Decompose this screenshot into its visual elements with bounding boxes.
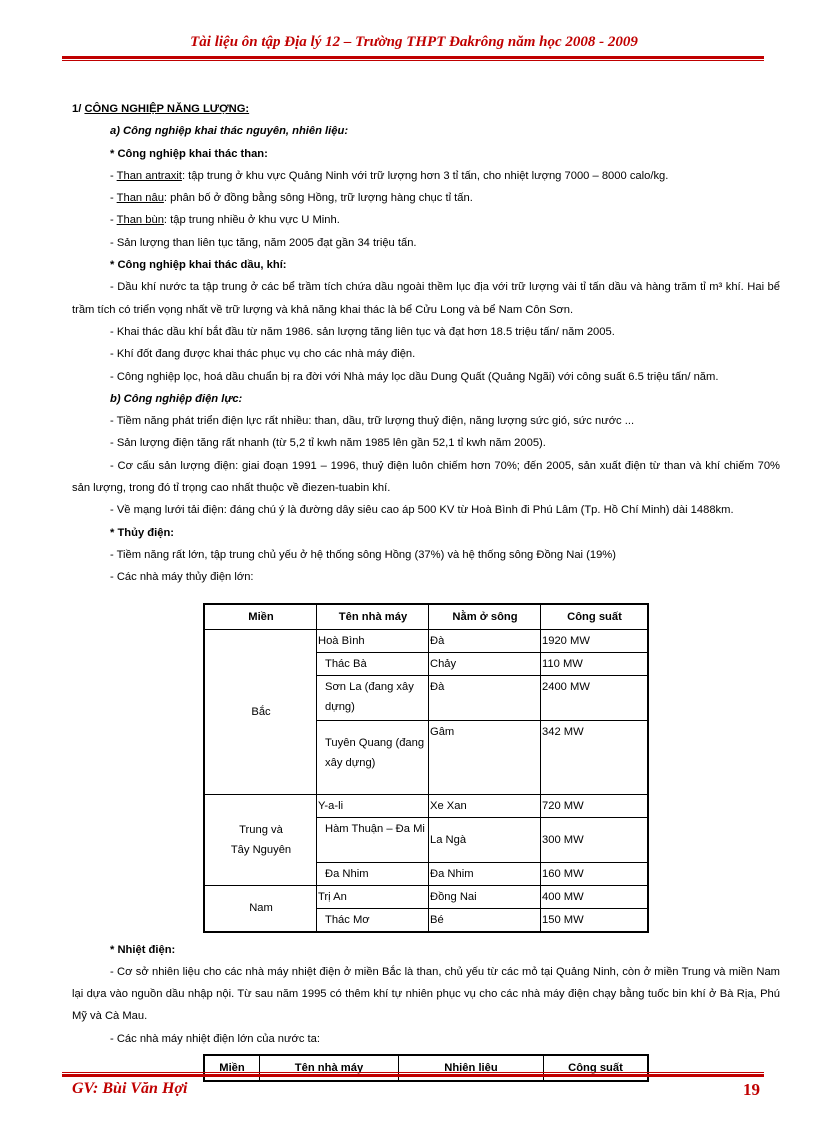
electric-item: - Sản lượng điện tăng rất nhanh (từ 5,2 tỉ kwh năm 1985 lên gần 52,1 tỉ kwh năm 2005). <box>110 437 546 450</box>
capacity: 342 MW <box>541 720 649 794</box>
capacity: 720 MW <box>541 794 649 817</box>
header-rule <box>62 56 764 61</box>
plant-name: Đa Nhim <box>317 862 429 885</box>
oil-item: - Khí đốt đang được khai thác phục vụ cho các nhà máy điện. <box>110 348 416 361</box>
plant-name: Sơn La (đang xây dựng) <box>317 675 429 720</box>
coal-item: - Sản lượng than liên tục tăng, năm 2005 đạt gần 34 triệu tấn. <box>110 236 417 249</box>
river-name: Gâm <box>429 720 541 794</box>
oil-item: - Dầu khí nước ta tập trung ở các bể trầm tích chứa dầu ngoài thềm lục địa với trữ lượng vài tỉ tấn dầu và hàng trăm tỉ m³ khí. Hai bể trầm tích có triển vọng nhất về trữ lượng và khả năng khai thác là bể Cửu Long và bể Nam Côn Sơn. <box>72 281 780 316</box>
table-row <box>204 885 648 908</box>
capacity: 2400 MW <box>541 675 649 720</box>
region-cell: Bắc <box>204 629 317 794</box>
oil-title: * Công nghiệp khai thác dầu, khí: <box>110 259 287 272</box>
plant-name: Trị An <box>317 885 429 908</box>
table-header: Nhiên liệu <box>399 1055 544 1081</box>
table-row <box>204 794 648 817</box>
oil-item: - Công nghiệp lọc, hoá dầu chuẩn bị ra đời với Nhà máy lọc dầu Dung Quất (Quảng Ngãi) với công suất 6.5 triệu tấn/ năm. <box>110 370 719 383</box>
electric-item: - Về mạng lưới tải điện: đáng chú ý là đường dây siêu cao áp 500 KV từ Hoà Bình đi Phú Lâm (Tp. Hồ Chí Minh) dài 1488km. <box>110 504 734 517</box>
thermal-item: - Các nhà máy nhiệt điện lớn của nước ta: <box>110 1032 320 1045</box>
capacity: 160 MW <box>541 862 649 885</box>
region-cell: Trung và Tây Nguyên <box>204 794 317 885</box>
hydro-title: * Thủy điện: <box>110 526 175 539</box>
coal-item: - Than bùn: tập trung nhiều ở khu vực U Minh. <box>110 214 340 227</box>
section-heading: 1/ CÔNG NGHIỆP NĂNG LƯỢNG: <box>72 103 250 115</box>
thermal-item: - Cơ sở nhiên liệu cho các nhà máy nhiệt điện ở miền Bắc là than, chủ yếu từ các mỏ tại Quảng Ninh, còn ở miền Trung và miền Nam lại dựa vào nguồn dầu nhập nội. Từ sau năm 1995 có thêm khí tự nhiên phục vụ cho các nhà máy điện chạy bằng tuốc bin khí ở Bà Rịa, Phú Mỹ và Cà Mau. <box>72 965 780 1023</box>
coal-item: - Than nâu: phân bố ở đồng bằng sông Hồng, trữ lượng hàng chục tỉ tấn. <box>110 192 473 205</box>
hydro-plants-table <box>203 603 649 933</box>
river-name: Bé <box>429 908 541 932</box>
plant-name: Tuyên Quang (đang xây dựng) <box>317 720 429 794</box>
oil-item: - Khai thác dầu khí bắt đầu từ năm 1986. sản lượng tăng liên tục và đạt hơn 18.5 triệu tấn/ năm 2005. <box>110 325 615 338</box>
plant-name: Hoà Bình <box>317 629 429 652</box>
capacity: 110 MW <box>541 652 649 675</box>
river-name: Đà <box>429 629 541 652</box>
table-header: Miền <box>204 604 317 630</box>
table-header: Tên nhà máy <box>260 1055 399 1081</box>
footer-author: GV: Bùi Văn Hợi <box>72 1080 188 1097</box>
plant-name: Thác Bà <box>317 652 429 675</box>
plant-name: Y-a-li <box>317 794 429 817</box>
table-row <box>204 629 648 652</box>
river-name: Chảy <box>429 652 541 675</box>
footer-rule <box>62 1072 764 1077</box>
thermal-plants-table <box>203 1054 649 1082</box>
coal-item: - Than antraxit: tập trung ở khu vực Quảng Ninh với trữ lượng hơn 3 tỉ tấn, cho nhiệt lượng 7000 – 8000 calo/kg. <box>110 169 669 182</box>
capacity: 1920 MW <box>541 629 649 652</box>
subheading-a: a) Công nghiệp khai thác nguyên, nhiên liệu: <box>110 125 349 138</box>
capacity: 150 MW <box>541 908 649 932</box>
table-header: Miền <box>204 1055 260 1081</box>
subheading-b: b) Công nghiệp điện lực: <box>110 392 243 405</box>
coal-title: * Công nghiệp khai thác than: <box>110 147 268 160</box>
river-name: Xe Xan <box>429 794 541 817</box>
table-header: Công suất <box>541 604 649 630</box>
hydro-item: - Các nhà máy thủy điện lớn: <box>110 571 254 584</box>
hydro-item: - Tiềm năng rất lớn, tập trung chủ yếu ở hệ thống sông Hồng (37%) và hệ thống sông Đồng Nai (19%) <box>110 548 616 561</box>
table-header: Nằm ở sông <box>429 604 541 630</box>
river-name: La Ngà <box>429 817 541 862</box>
capacity: 400 MW <box>541 885 649 908</box>
page-header: Tài liệu ôn tập Địa lý 12 – Trường THPT Đakrông năm học 2008 - 2009 <box>190 34 638 50</box>
river-name: Đồng Nai <box>429 885 541 908</box>
plant-name: Hàm Thuận – Đa Mi <box>317 817 429 862</box>
region-cell: Nam <box>204 885 317 932</box>
page-number: 19 <box>743 1080 760 1099</box>
electric-item: - Tiềm năng phát triển điện lực rất nhiều: than, dầu, trữ lượng thuỷ điện, năng lượng sức gió, sức nước ... <box>110 415 635 428</box>
plant-name: Thác Mơ <box>317 908 429 932</box>
river-name: Đà <box>429 675 541 720</box>
river-name: Đa Nhim <box>429 862 541 885</box>
capacity: 300 MW <box>541 817 649 862</box>
thermal-title: * Nhiệt điện: <box>110 943 176 956</box>
page-content <box>72 98 780 1082</box>
electric-item: - Cơ cấu sản lượng điện: giai đoạn 1991 – 1996, thuỷ điện luôn chiếm hơn 70%; đến 2005, sản xuất điện từ than và khí chiếm 70% sản lượng, trong đó tỉ trọng cao nhất thuộc về điezen-tuabin khí. <box>72 459 780 495</box>
table-header: Công suất <box>544 1055 649 1081</box>
table-header: Tên nhà máy <box>317 604 429 630</box>
